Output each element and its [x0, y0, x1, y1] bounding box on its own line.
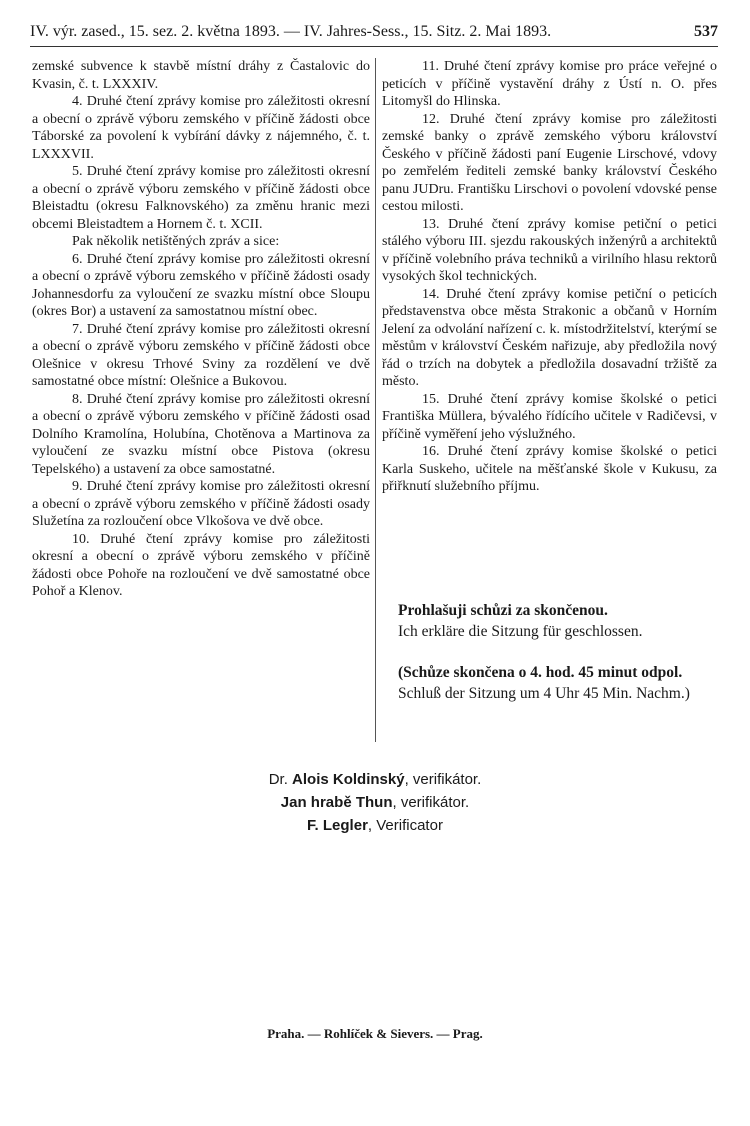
- agenda-item-6: 6. Druhé čtení zprávy komise pro záležitosti okresní a obecní o zprávě výboru zemského v příčině žádosti osady Johannesdorfu za vyloučení ze svazku místní obce Sloupu (okres Bor) a ustavení za samostatnou místní obec.: [32, 251, 370, 319]
- verifier-name: Koldinský: [332, 771, 405, 788]
- agenda-item-8: 8. Druhé čtení zprávy komise pro záležitosti okresní a obecní o zprávě výboru zemského v příčině žádosti osad Dolního Kramolína, Holubína, Chotěnova a Martinova za vyloučení ze svazku místní obce Pistova (okresu Tepelského) a ustavení za obce samostatné.: [32, 391, 370, 477]
- agenda-item-5: 5. Druhé čtení zprávy komise pro záležitosti okresní a obecní o zprávě výboru zemského v příčině žádosti obce Bleistadtu (okresu Falknovského) za změnu hranic mezi obcemi Bleistadtem a Hornem č. t. XCII.: [32, 164, 370, 232]
- agenda-item-15: 15. Druhé čtení zprávy komise školské o petici Františka Müllera, bývalého řídícího učitele v Radičevsi, v příčině vyměření jeho výslužného.: [382, 391, 717, 442]
- agenda-item-4: 4. Druhé čtení zprávy komise pro záležitosti okresní a obecní o zprávě výboru zemského v příčině žádosti obce Táborské za povolení k vybírání dávky z nájemného, č. t. LXXXVII.: [32, 94, 370, 162]
- page-number: 537: [694, 23, 718, 40]
- left-column: [32, 58, 370, 601]
- session-end-cs: (Schůze skončena o 4. hod. 45 minut odpol.: [398, 664, 683, 681]
- verifier-signatures: [0, 768, 750, 837]
- header-session-info: IV. výr. zased., 15. sez. 2. května 1893. — IV. Jahres-Sess., 15. Sitz. 2. Mai 1893.: [30, 23, 552, 40]
- agenda-item-7: 7. Druhé čtení zprávy komise pro záležitosti okresní a obecní o zprávě výboru zemského v příčině žádosti obce Olešnice v okresu Trhové Sviny za rozdělení ve dvě samostatné obce místní: Olešnice a Bukovou.: [32, 321, 370, 389]
- verifier-name: Thun: [355, 794, 393, 811]
- signature-line: Jan hrabě Thun, verifikátor.: [280, 794, 470, 811]
- column-divider: [375, 58, 376, 742]
- agenda-item-16: 16. Druhé čtení zprávy komise školské o petici Karla Suskeho, učitele na měšťanské škole v Kukusu, za přiřknutí služebního příjmu.: [382, 444, 717, 494]
- right-column: [382, 58, 717, 496]
- header-rule: [30, 46, 718, 47]
- closing-declaration-de: Ich erkläre die Sitzung für geschlossen.: [398, 623, 643, 640]
- agenda-item-11: 11. Druhé čtení zprávy komise pro práce veřejné o peticích v příčině vystavění dráhy z Ústí n. O. přes Litomyšl do Hlinska.: [382, 59, 717, 109]
- unprinted-reports-intro: Pak několik netištěných zpráv a sice:: [72, 234, 280, 249]
- agenda-item-14: 14. Druhé čtení zprávy komise petiční o peticích představenstva obce města Strakonic a občanů v Horním Jelení za odvolání nařízení c. k. místodržitelství, kterýmí se městům v království Českém nařizuje, aby předložila nový řád o trzích na dobytek a předložila dosavadní tržiště za město.: [382, 286, 717, 389]
- agenda-item-10: 10. Druhé čtení zprávy komise pro záležitosti okresní a obecní o zprávě výboru zemského v příčině žádosti obce Pohoře na rozloučení ve dvě samostatné obce Pohoř a Klenov.: [32, 531, 370, 599]
- verifier-name: Legler: [322, 817, 368, 834]
- closing-statement: [398, 600, 728, 704]
- signature-line: Dr. Alois Koldinský, verifikátor.: [268, 771, 482, 788]
- signature-line: F. Legler, Verificator: [307, 817, 443, 834]
- agenda-item-9: 9. Druhé čtení zprávy komise pro záležitosti okresní a obecní o zprávě výboru zemského v příčině žádosti osady Služetína za rozloučení obce Vlkošova ve dvě obce.: [32, 479, 370, 529]
- printer-imprint: Praha. — Rohlíček & Sievers. — Prag.: [267, 1026, 483, 1041]
- agenda-item-12: 12. Druhé čtení zprávy komise pro záležitosti zemské banky o zprávě zemského výboru království Českého v příčině žádosti paní Eugenie Lirschové, vdovy po zemřelém řediteli zemské banky království Českého panu JUDru. Františku Lirschovi o povolení vdovské pense cestou milosti.: [382, 111, 717, 214]
- agenda-item-13: 13. Druhé čtení zprávy komise petiční o petici stálého výboru III. sjezdu rakouských inženýrů a architektů v příčině volebního práva techniků a virilního hlasu rektorů vysokých škol technických.: [382, 216, 717, 284]
- session-end-de: Schluß der Sitzung um 4 Uhr 45 Min. Nachm.): [398, 685, 690, 702]
- running-header: [30, 20, 718, 44]
- agenda-item-3-continuation: zemské subvence k stavbě místní dráhy z Častalovic do Kvasin, č. t. LXXXIV.: [32, 59, 370, 92]
- closing-declaration-cs: Prohlašuji schůzi za skončenou.: [398, 602, 608, 619]
